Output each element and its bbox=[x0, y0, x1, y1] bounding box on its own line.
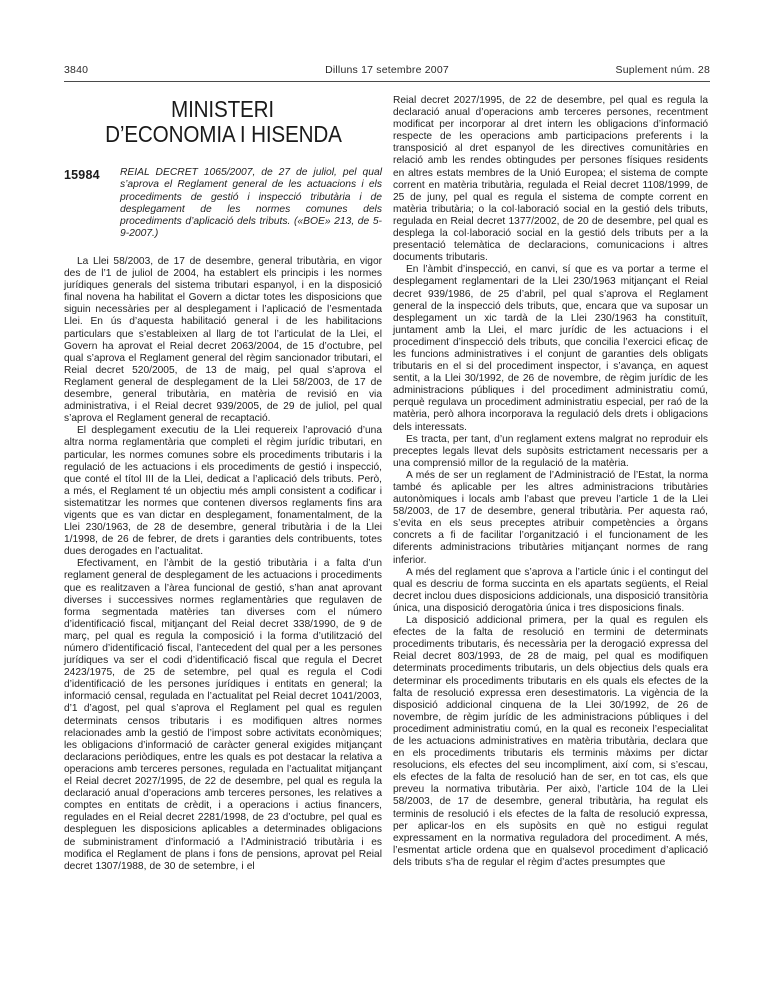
paragraph: La disposició addicional primera, per la qual es regulen els efectes de la falta de resolució en termini de determinats procediments tributaris, és necessària per la derogació expressa del Reial decret 803/1993, de 28 de maig, pel qual es modifiquen determinats procediments tributaris, un dels objectius dels quals era determinar els procediments tributaris en els quals els efectes de la falta de resolució expressa eren desestimatoris. La vigència de la disposició addicional cinquena de la Llei 30/1992, de 26 de novembre, de règim jurídic de les administracions públiques i del procediment administratiu comú, en la qual es reconeix l’especialitat de les actuacions administratives en matèria tributària, declara que en els procediments tributaris els terminis màxims per dictar resolucions, els efectes del seu incompliment, així com, si s’escau, els efectes de la falta de resolució han de ser, en tot cas, els que preveu la normativa tributària. Per això, l’article 104 de la Llei 58/2003, de 17 de desembre, general tributària, ha regulat els terminis de resolució i els efectes de la falta de resolució expressa, per aplicar-los en els supòsits en què no estigui regulat expressament en la normativa reguladora del procediment. A més, l’esmentat article ordena que en qualsevol procediment d’aplicació dels tributs s’ha de regular el règim d’actes presumptes que bbox=[393, 615, 708, 868]
right-column-paragraphs bbox=[393, 95, 708, 869]
decree-entry bbox=[64, 167, 382, 241]
paragraph: A més del reglament que s’aprova a l’article únic i el contingut del qual es descriu de forma succinta en els apartats següents, el Reial decret inclou dues disposicions addicionals, una disposició transitòria única, una disposició derogatòria única i tres disposicions finals. bbox=[393, 566, 708, 614]
right-column bbox=[393, 95, 708, 873]
paragraph: Es tracta, per tant, d’un reglament extens malgrat no reproduir els preceptes legals llevat dels supòsits estrictament necessaris per a una comprensió millor de la regulació de la matèria. bbox=[393, 433, 708, 469]
page-number: 3840 bbox=[64, 64, 89, 76]
header-date: Dilluns 17 setembre 2007 bbox=[325, 64, 449, 76]
ministry-title-line2: D’ECONOMIA I HISENDA bbox=[104, 121, 342, 147]
header-supplement: Suplement núm. 28 bbox=[615, 64, 710, 76]
left-column-paragraphs bbox=[64, 256, 382, 873]
page-header bbox=[64, 64, 710, 82]
paragraph: El desplegament executiu de la Llei requereix l’aprovació d’una altra norma reglamentària que completi el règim jurídic tributari, en particular, les normes comunes sobre els procediments tributaris i la regulació de les actuacions i els procediments de gestió i inspecció, que conté el títol III de la Llei, dedicat a l’aplicació dels tributs. Però, a més, el Reglament té un objectiu més ampli consistent a codificar i sistematitzar les normes que contenen diversos reglaments fins ara vigents que es van dictar en desplegament, fonamentalment, de la Llei 230/1963, de 28 de desembre, general tributària i de la Llei 1/1998, de 26 de febrer, de drets i garanties dels contribuents, totes dues derogades en l’actualitat. bbox=[64, 425, 382, 558]
entry-summary: REIAL DECRET 1065/2007, de 27 de juliol, pel qual s’aprova el Reglament general de les actuacions i els procediments de gestió i inspecció tributària i de desplegament de les normes comunes dels procediments d’aplicació dels tributs. («BOE» 213, de 5-9-2007.) bbox=[120, 167, 382, 240]
paragraph: A més de ser un reglament de l’Administració de l’Estat, la norma també és aplicable per les altres administracions tributàries autonòmiques i locals amb l’abast que preveu l’article 1 de la Llei 58/2003, de 17 de desembre, general tributària. Per aquesta raó, s’evita en els seus preceptes atribuir competències a òrgans concrets a fi de facilitar l’organització i el funcionament de les diferents administracions tributàries mitjançant normes de rang inferior. bbox=[393, 469, 708, 566]
left-column bbox=[64, 95, 382, 873]
paragraph: En l’àmbit d’inspecció, en canvi, sí que es va portar a terme el desplegament reglamentari de la Llei 230/1963 mitjançant el Reial decret 939/1986, de 25 d’abril, pel qual s’aprova el Reglament general de la inspecció dels tributs, que, encara que va suposar un desplegament un xic tardà de la Llei 230/1963 ha constituït, juntament amb la Llei, el marc jurídic de les actuacions i el procediment d’inspecció dels tributs, que concilia l’exercici eficaç de les funcions administratives i el conjunt de garanties dels obligats tributaris en el si del procediment inspector, i s’avança, en aquest sentit, a la Llei 30/1992, de 26 de novembre, de règim jurídic de les administracions públiques i del procediment administratiu comú, perquè regulava un procediment administratiu especial, per raó de la matèria, però alhora incorporava la regulació dels drets i obligacions dels interessats. bbox=[393, 264, 708, 433]
paragraph: Reial decret 2027/1995, de 22 de desembre, pel qual es regula la declaració anual d’operacions amb terceres persones, recentment modificat per incorporar al dret intern les obligacions d’informació respecte de les operacions amb participacions preferents i la transposició al dret espanyol de les directives comunitàries en relació amb les rendes obtingudes per persones físiques residents en altres estats membres de la Unió Europea; el sistema de compte corrent en matèria tributària, regulada el Reial decret 1108/1999, de 25 de juny, pel qual es regula el sistema de compte corrent en matèria tributària; o la col·laboració social en la gestió dels tributs, regulada en Reial decret 1377/2002, de 20 de desembre, pel qual es desplega la col·laboració social en la gestió dels tributs per a la presentació telemàtica de declaracions, comunicacions i altres documents tributaris. bbox=[393, 95, 708, 264]
paragraph: Efectivament, en l’àmbit de la gestió tributària i a falta d’un reglament general de desplegament de les actuacions i procediments que es realitzaven a l’àrea funcional de gestió, s’han anat aprovant diverses i successives normes reglamentàries que regulaven de forma segmentada matèries tan diverses com el número d’identificació fiscal, mitjançant del Reial decret 338/1990, de 9 de març, pel qual es regula la composició i la forma d’utilització del número d’identificació fiscal, l’antecedent del qual per a les persones jurídiques va ser el codi d’identificació fiscal que regula el Decret 2423/1975, de 25 de setembre, pel qual es regula el Codi d’identificació de les persones jurídiques i entitats en general; la informació censal, regulada en l’actualitat pel Reial decret 1041/2003, d’1 d’agost, pel qual s’aprova el Reglament pel qual es regulen determinats censos tributaris i es modifiquen altres normes relacionades amb la gestió de l’impost sobre activitats econòmiques; les obligacions d’informació de caràcter general exigides mitjançant declaracions periòdiques, entre les quals es pot destacar la relativa a operacions amb terceres persones, regulada en l’actualitat mitjançant el Reial decret 2027/1995, de 22 de desembre, pel qual es regula la declaració anual d’operacions amb terceres persones, les relatives a comptes en entitats de crèdit, i a operacions i actius financers, regulades en el Reial decret 2281/1998, de 23 d’octubre, pel qual es despleguen les disposicions aplicables a determinades obligacions de subministrament d’informació a l’Administració tributària i es modifica el Reglament de plans i fons de pensions, aprovat pel Reial decret 1307/1988, de 30 de setembre, i el bbox=[64, 558, 382, 872]
entry-number: 15984 bbox=[64, 168, 100, 182]
paragraph: La Llei 58/2003, de 17 de desembre, general tributària, en vigor des de l’1 de juliol de 2004, ha establert els principis i les normes jurídiques generals del sistema tributari espanyol, i en la disposició final novena ha habilitat el Govern a dictar totes les disposicions que siguin necessàries per al desplegament i l’aplicació de l’esmentada Llei. En ús d’aquesta habilitació general i de les habilitacions particulars que s’estableixen al llarg de tot l’articulat de la Llei, el Govern ha aprovat el Reial decret 2063/2004, de 15 d’octubre, pel qual s’aprova el Reglament general del règim sancionador tributari, el Reial decret 520/2005, de 13 de maig, pel qual s’aprova el Reglament general de desplegament de la Llei 58/2003, de 17 de desembre, general tributària, en matèria de revisió en via administrativa, i el Reial decret 939/2005, de 29 de juliol, pel qual s’aprova el Reglament general de recaptació. bbox=[64, 256, 382, 425]
two-column-body bbox=[64, 95, 710, 873]
ministry-title bbox=[64, 97, 382, 147]
ministry-title-line1: MINISTERI bbox=[171, 96, 275, 122]
